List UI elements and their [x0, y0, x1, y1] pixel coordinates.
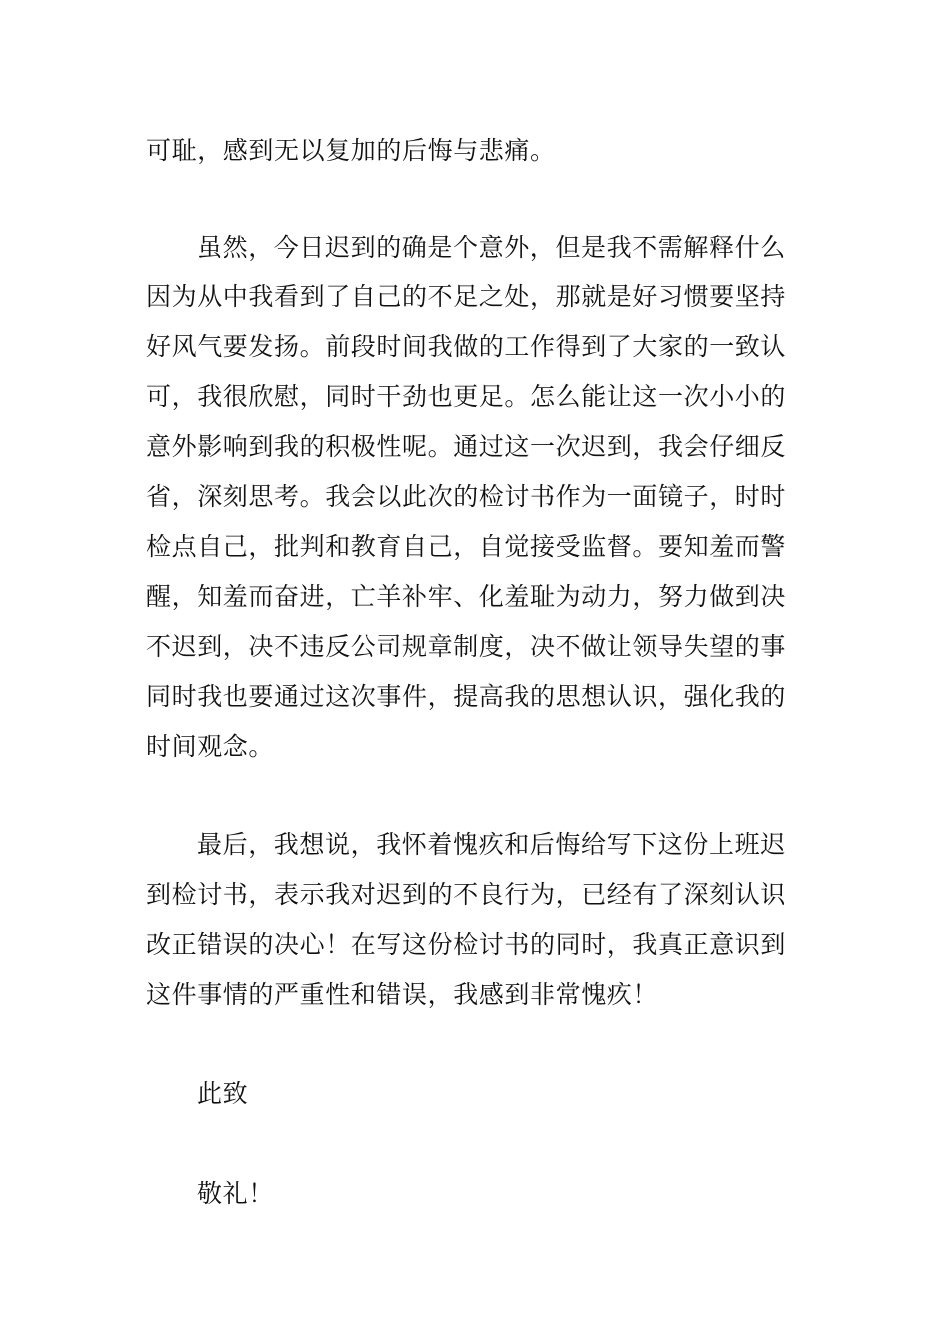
paragraph-3-line-1: 最后，我想说，我怀着愧疚和后悔给写下这份上班迟	[197, 830, 786, 859]
paragraph-1-line-1: 可耻，感到无以复加的后悔与悲痛。	[146, 136, 556, 165]
closing-regards: 敬礼！	[197, 1179, 274, 1208]
paragraph-3-line-2: 到检讨书，表示我对迟到的不良行为，已经有了深刻认识	[146, 880, 787, 909]
paragraph-3-line-4: 这件事情的严重性和错误，我感到非常愧疚！	[146, 980, 659, 1009]
paragraph-3-line-3: 改正错误的决心！在写这份检讨书的同时，我真正意识到	[146, 930, 787, 959]
paragraph-2-line-6: 省，深刻思考。我会以此次的检讨书作为一面镜子，时时	[146, 482, 787, 511]
paragraph-2-line-1: 虽然，今日迟到的确是个意外，但是我不需解释什么	[197, 233, 786, 262]
paragraph-2-line-8: 醒，知羞而奋进，亡羊补牢、化羞耻为动力，努力做到决	[146, 582, 787, 611]
paragraph-2-line-7: 检点自己，批判和教育自己，自觉接受监督。要知羞而警	[146, 532, 787, 561]
paragraph-2-line-9: 不迟到，决不违反公司规章制度，决不做让领导失望的事	[146, 632, 787, 661]
paragraph-2-line-10: 同时我也要通过这次事件，提高我的思想认识，强化我的	[146, 682, 787, 711]
closing-salutation: 此致	[197, 1079, 249, 1108]
paragraph-2-line-11: 时间观念。	[146, 732, 275, 761]
paragraph-2-line-2: 因为从中我看到了自己的不足之处，那就是好习惯要坚持	[146, 282, 787, 311]
paragraph-2-line-4: 可，我很欣慰，同时干劲也更足。怎么能让这一次小小的	[146, 382, 787, 411]
paragraph-2-line-5: 意外影响到我的积极性呢。通过这一次迟到，我会仔细反	[146, 432, 787, 461]
paragraph-2-line-3: 好风气要发扬。前段时间我做的工作得到了大家的一致认	[146, 332, 787, 361]
